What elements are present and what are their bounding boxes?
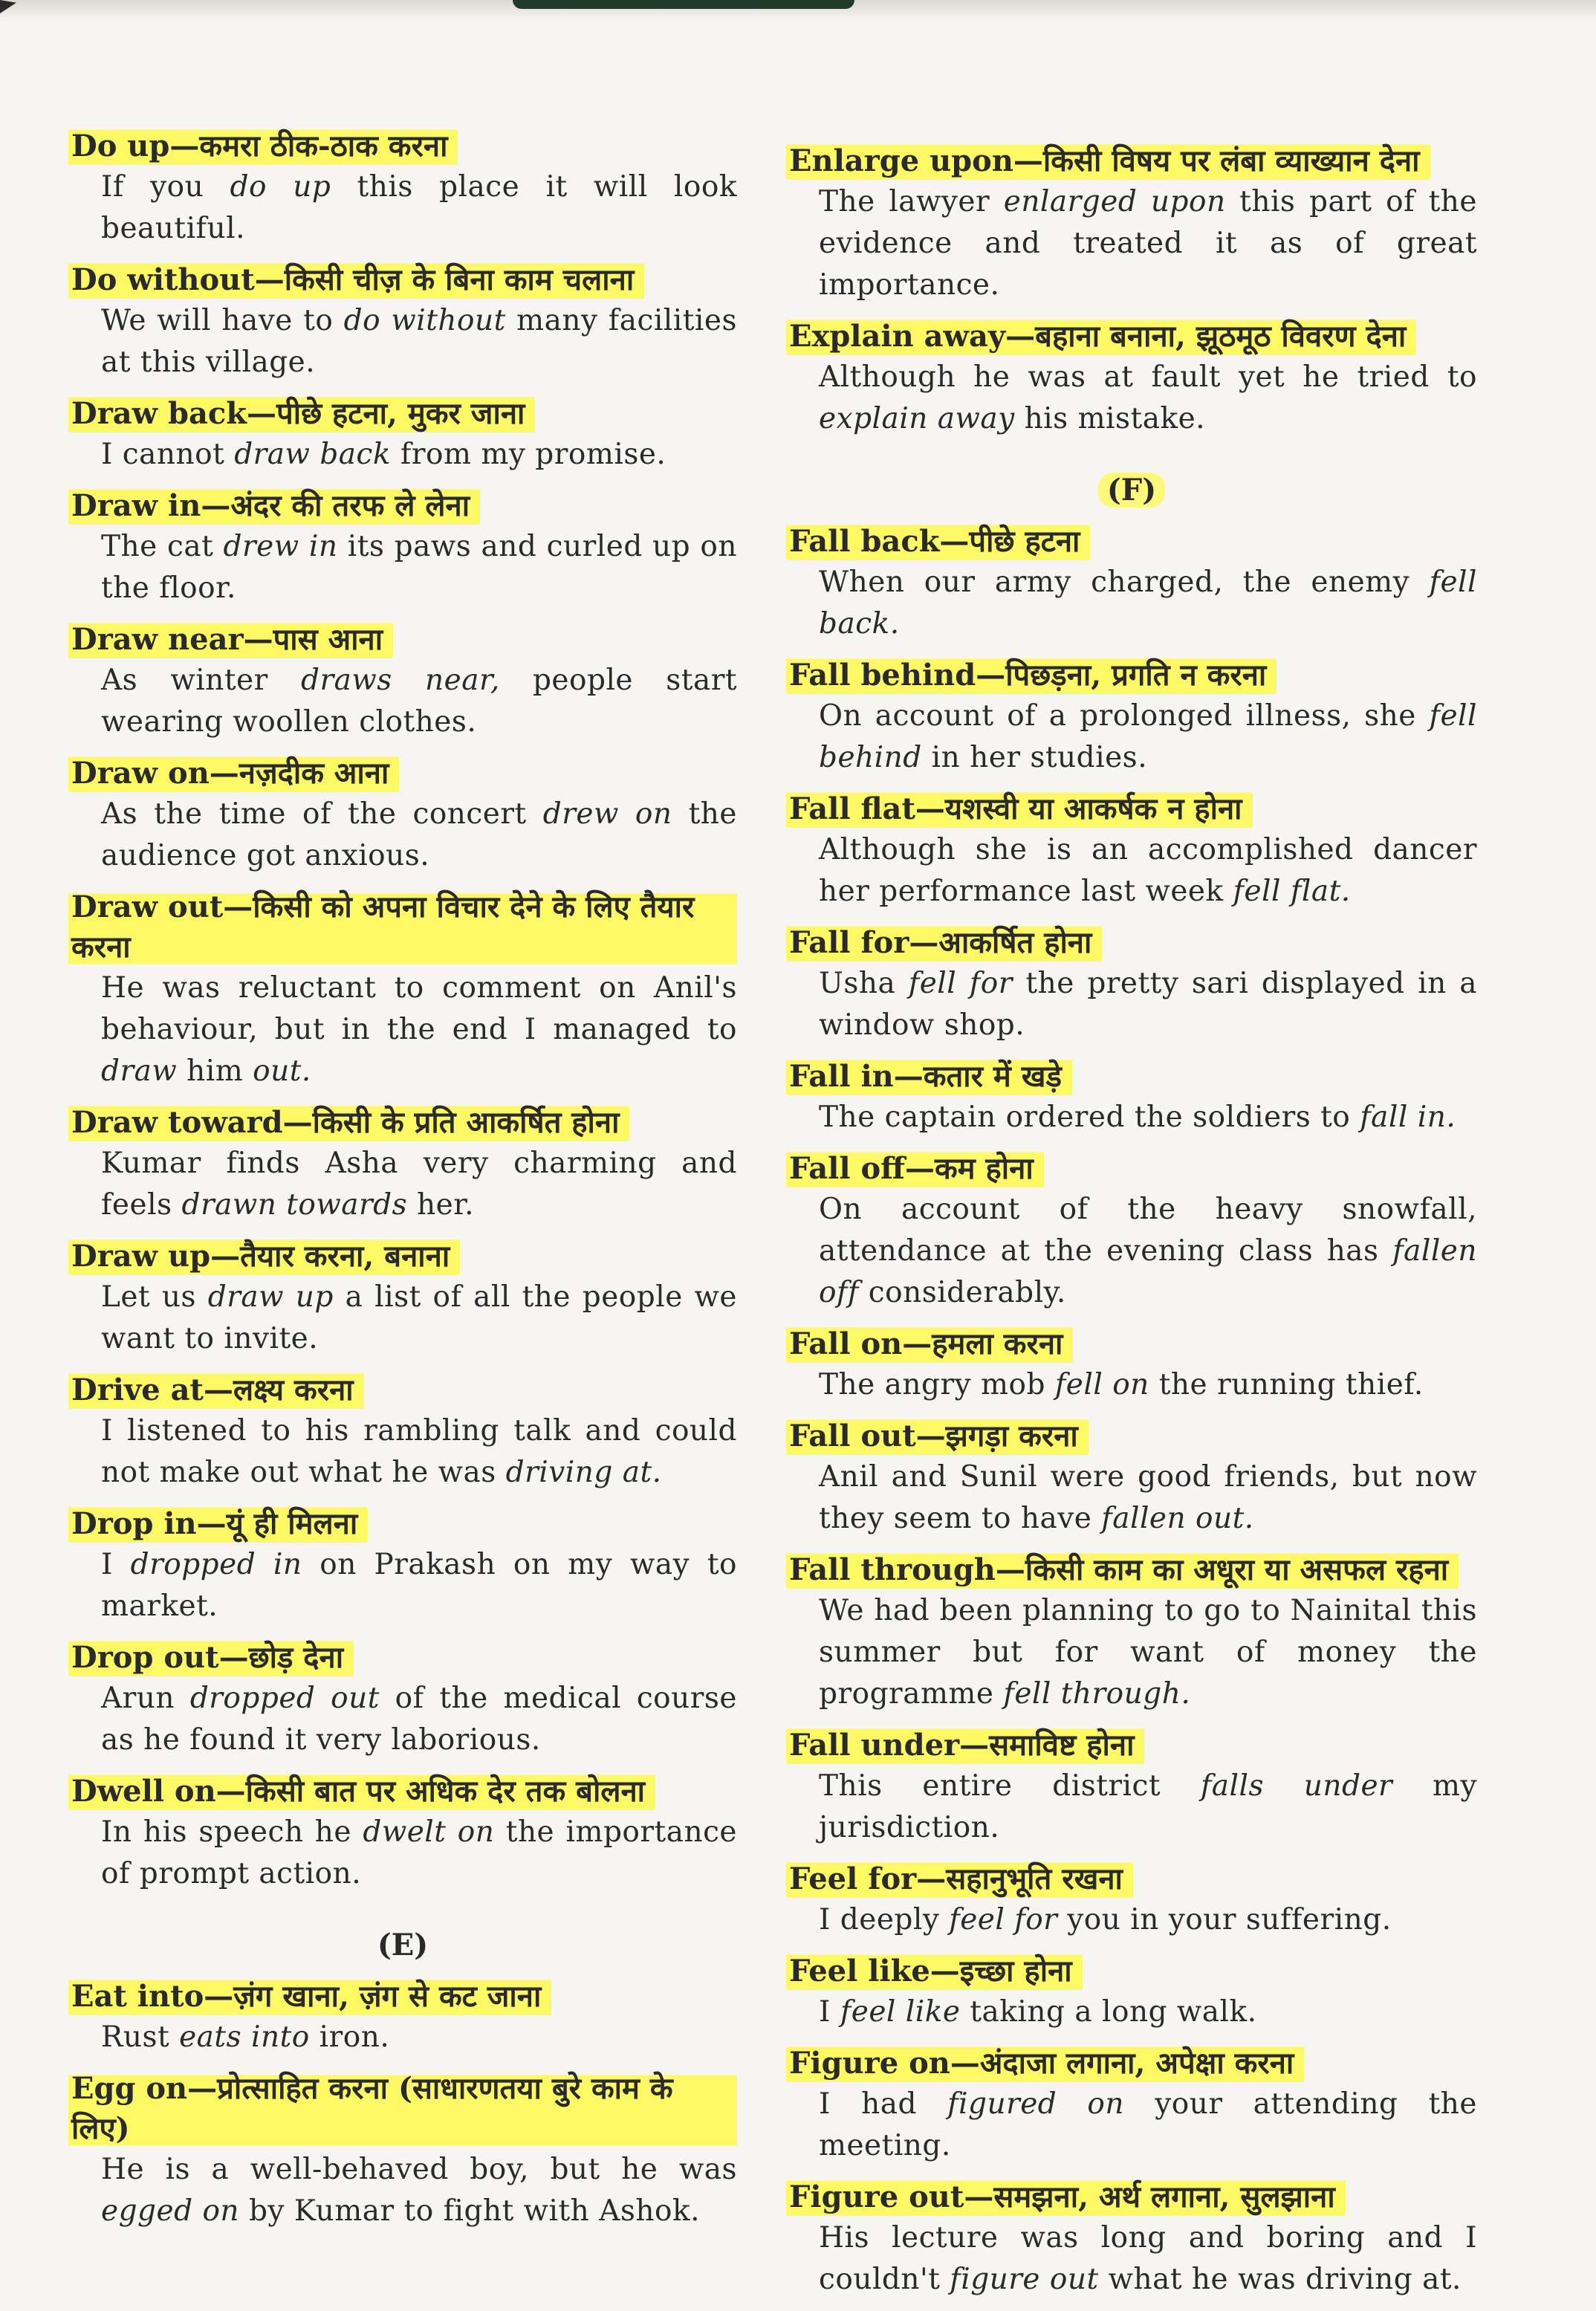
example-phrase-italic: fell through.	[1003, 1677, 1191, 1711]
phrase-term: Fall flat—यशस्वी या आकर्षक न होना	[786, 789, 1253, 829]
example-text: taking a long walk.	[960, 1995, 1257, 2029]
phrase-entry	[68, 394, 737, 476]
phrase-entry	[68, 1103, 737, 1226]
section-e-label: (E)	[377, 1928, 429, 1962]
example-text: what he was driving at.	[1098, 2263, 1462, 2296]
example-text: this part of the evidence and treated it as of great importance.	[819, 185, 1477, 302]
phrase-example	[68, 660, 737, 743]
phrase-term: Draw out—किसी को अपना विचार देने के लिए तैयार करना	[68, 887, 737, 967]
phrase-example	[786, 696, 1477, 779]
example-text: Kumar finds Asha very charming and feels	[101, 1147, 737, 1222]
phrase-entry	[786, 1859, 1477, 1941]
left-entries	[68, 126, 737, 1895]
phrase-example	[68, 1812, 737, 1895]
example-phrase-italic: drew on	[542, 797, 672, 831]
example-text: I listened to his rambling talk and could not make out what he was	[101, 1414, 737, 1489]
example-text: Although she is an accomplished dancer her performance last week	[819, 833, 1477, 908]
example-text: people start wearing woollen clothes.	[101, 664, 738, 739]
phrase-example	[68, 967, 737, 1092]
phrase-term: Draw on—नज़दीक आना	[68, 753, 399, 794]
phrase-example	[786, 357, 1477, 440]
phrase-example	[68, 2149, 737, 2232]
phrase-entry	[786, 317, 1477, 440]
example-phrase-italic: dropped in	[130, 1548, 302, 1581]
example-text: In his speech he	[101, 1815, 363, 1849]
phrase-example	[68, 166, 737, 250]
phrase-term: Draw in—अंदर की तरफ ले लेना	[68, 486, 480, 526]
phrase-example	[786, 963, 1477, 1046]
example-text: you in your suffering.	[1057, 1903, 1392, 1936]
example-text: its paws and curled up on the floor.	[101, 530, 737, 605]
example-text: This entire district	[819, 1769, 1201, 1803]
phrase-entry	[786, 1149, 1477, 1314]
phrase-entry	[786, 923, 1477, 1046]
example-phrase-italic: dwelt on	[363, 1815, 495, 1849]
phrase-entry	[786, 2177, 1477, 2301]
phrase-example	[786, 1590, 1477, 1715]
phrase-entry	[68, 126, 737, 250]
phrase-term: Fall for—आकर्षित होना	[786, 923, 1102, 963]
phrase-entry	[786, 1416, 1477, 1540]
phrase-term: Draw near—पास आना	[68, 620, 393, 660]
example-text: We will have to	[101, 304, 344, 337]
section-f-label: (F)	[1098, 473, 1165, 508]
phrase-term: Draw up—तैयार करना, बनाना	[68, 1236, 460, 1277]
phrase-entry	[786, 655, 1477, 779]
example-text: the pretty sari displayed in a window shop.	[819, 967, 1477, 1042]
phrase-term: Fall back—पीछे हटना	[786, 522, 1090, 562]
phrase-entry	[786, 1057, 1477, 1138]
example-phrase-italic: eats into	[179, 2020, 310, 2054]
phrase-term: Drop out—छोड़ देना	[68, 1638, 354, 1678]
example-phrase-italic: egged on	[101, 2194, 240, 2228]
example-text: by Kumar to fight with Ashok.	[239, 2194, 700, 2228]
example-phrase-italic: fall in.	[1360, 1101, 1456, 1134]
example-text: The captain ordered the soldiers to	[819, 1101, 1360, 1134]
phrase-example	[68, 1143, 737, 1226]
phrase-term: Do without—किसी चीज़ के बिना काम चलाना	[68, 260, 644, 300]
example-text: Rust	[101, 2020, 180, 2054]
phrase-entry	[68, 620, 737, 743]
example-phrase-italic: draw	[101, 1054, 178, 1088]
example-text: Usha	[819, 967, 909, 1000]
example-text: I deeply	[819, 1903, 950, 1936]
left-entries-e	[68, 1977, 737, 2232]
phrase-term: Explain away—बहाना बनाना, झूठमूठ विवरण देना	[786, 317, 1416, 357]
example-phrase-italic: fell back.	[819, 565, 1477, 641]
phrase-entry	[786, 1951, 1477, 2033]
example-phrase-italic: fell for	[908, 967, 1013, 1000]
example-text: I	[101, 1548, 131, 1581]
phrase-example	[786, 1364, 1477, 1406]
phrase-entry	[68, 1370, 737, 1494]
phrase-example	[786, 1991, 1477, 2033]
phrase-example	[68, 1277, 737, 1360]
phrase-example	[68, 434, 737, 476]
phrase-term: Egg on—प्रोत्साहित करना (साधारणतया बुरे काम के लिए)	[68, 2069, 737, 2149]
example-text: this place it will look beautiful.	[101, 170, 738, 245]
example-text: As the time of the concert	[101, 797, 543, 831]
phrase-example	[68, 2017, 737, 2058]
example-phrase-italic: drawn towards	[181, 1188, 408, 1222]
phrase-example	[68, 300, 737, 383]
phrase-term: Enlarge upon—किसी विषय पर लंबा व्याख्यान देना	[786, 141, 1430, 181]
example-text: his mistake.	[1014, 402, 1206, 435]
phrase-term: Fall behind—पिछड़ना, प्रगति न करना	[786, 655, 1277, 696]
example-text: On account of a prolonged illness, she	[819, 699, 1430, 733]
example-text: He is a well-behaved boy, but he was	[101, 2153, 737, 2186]
example-text: my jurisdiction.	[819, 1769, 1477, 1844]
phrase-example	[786, 2217, 1477, 2301]
example-phrase-italic: drew in	[223, 530, 338, 563]
example-phrase-italic: explain away	[819, 402, 1015, 435]
phrase-entry	[68, 753, 737, 877]
phrase-term: Feel like—इच्छा होना	[786, 1951, 1083, 1991]
example-text: Anil and Sunil were good friends, but now they seem to have	[819, 1460, 1477, 1535]
phrase-term: Dwell on—किसी बात पर अधिक देर तक बोलना	[68, 1772, 655, 1812]
phrase-term: Figure out—समझना, अर्थ लगाना, सुलझाना	[786, 2177, 1346, 2217]
example-text: On account of the heavy snowfall, attendance at the evening class has	[819, 1193, 1477, 1268]
example-text: in her studies.	[921, 741, 1148, 774]
phrase-term: Fall off—कम होना	[786, 1149, 1044, 1189]
phrase-term: Draw back—पीछे हटना, मुकर जाना	[68, 394, 535, 434]
example-text: The lawyer	[819, 185, 1004, 218]
phrase-example	[68, 1678, 737, 1761]
phrase-term: Fall in—कतार में खड़े	[786, 1057, 1072, 1097]
example-text: We had been planning to go to Nainital this summer but for want of money the programme	[819, 1594, 1477, 1711]
section-heading-f	[786, 470, 1477, 511]
example-text: from my promise.	[391, 438, 666, 471]
example-text: the audience got anxious.	[101, 797, 737, 872]
example-phrase-italic: driving at.	[505, 1456, 662, 1489]
example-phrase-italic: out.	[253, 1054, 311, 1088]
phrase-entry	[786, 1324, 1477, 1406]
example-text: The angry mob	[819, 1368, 1055, 1401]
phrase-example	[786, 1899, 1477, 1941]
phrase-term: Figure on—अंदाजा लगाना, अपेक्षा करना	[786, 2043, 1304, 2084]
phrase-term: Draw toward—किसी के प्रति आकर्षित होना	[68, 1103, 629, 1143]
example-text: Arun	[101, 1682, 190, 1715]
section-heading-e	[68, 1925, 737, 1966]
phrase-example	[68, 526, 737, 609]
phrase-example	[786, 1097, 1477, 1138]
example-phrase-italic: fallen out.	[1101, 1502, 1254, 1535]
example-text: His lecture was long and boring and I couldn't	[819, 2221, 1477, 2296]
example-text: her.	[407, 1188, 475, 1222]
example-phrase-italic: fell on	[1054, 1368, 1149, 1401]
example-text: He was reluctant to comment on Anil's behaviour, but in the end I managed to	[101, 971, 737, 1046]
example-text: your attending the meeting.	[819, 2087, 1477, 2162]
example-phrase-italic: fallen off	[819, 1234, 1477, 1309]
example-phrase-italic: figured on	[947, 2087, 1125, 2121]
example-text: I had	[819, 2087, 948, 2121]
phrase-entry	[786, 141, 1477, 306]
phrase-term: Eat into—ज़ंग खाना, ज़ंग से कट जाना	[68, 1977, 551, 2017]
right-column	[786, 141, 1477, 2311]
phrase-entry	[68, 1772, 737, 1895]
phrase-example	[786, 181, 1477, 306]
phrase-entry	[68, 887, 737, 1092]
phrase-entry	[786, 522, 1477, 645]
phrase-entry	[786, 1550, 1477, 1715]
phrase-term: Fall on—हमला करना	[786, 1324, 1073, 1364]
phrase-term: Drop in—यूं ही मिलना	[68, 1504, 368, 1544]
example-text: If you	[101, 170, 230, 204]
phrase-entry	[786, 789, 1477, 913]
example-text: Although he was at fault yet he tried to	[819, 360, 1477, 394]
right-entries-top	[786, 141, 1477, 440]
example-text: As winter	[101, 664, 302, 697]
example-phrase-italic: enlarged upon	[1003, 185, 1226, 218]
example-phrase-italic: fell flat.	[1233, 875, 1351, 908]
example-phrase-italic: fell behind	[819, 699, 1477, 774]
book-binding	[513, 0, 854, 9]
example-phrase-italic: do without	[343, 304, 506, 337]
example-text: The cat	[101, 530, 224, 563]
example-phrase-italic: dropped out	[189, 1682, 380, 1715]
phrase-example	[68, 1410, 737, 1494]
example-text: the importance of prompt action.	[101, 1815, 738, 1890]
example-phrase-italic: draw up	[207, 1280, 334, 1314]
left-column	[68, 126, 737, 2243]
example-text: When our army charged, the enemy	[819, 565, 1430, 599]
phrase-example	[786, 562, 1477, 645]
phrase-example	[786, 829, 1477, 913]
example-phrase-italic: feel like	[840, 1995, 961, 2029]
phrase-example	[786, 1456, 1477, 1540]
phrase-entry	[68, 1236, 737, 1360]
phrase-entry	[68, 1504, 737, 1627]
example-text: Let us	[101, 1280, 208, 1314]
example-phrase-italic: feel for	[949, 1903, 1058, 1936]
example-text: on Prakash on my way to market.	[101, 1548, 737, 1623]
example-text: considerably.	[858, 1276, 1066, 1309]
phrase-example	[68, 794, 737, 877]
example-phrase-italic: falls under	[1200, 1769, 1393, 1803]
phrase-term: Fall through—किसी काम का अधूरा या असफल रहना	[786, 1550, 1459, 1590]
phrase-example	[68, 1544, 737, 1627]
phrase-term: Do up—कमरा ठीक-ठाक करना	[68, 126, 458, 166]
phrase-entry	[68, 486, 737, 609]
phrase-entry	[68, 2069, 737, 2232]
phrase-example	[786, 1189, 1477, 1314]
example-phrase-italic: do up	[230, 170, 331, 204]
example-text: I cannot	[101, 438, 235, 471]
phrase-term: Fall out—झगड़ा करना	[786, 1416, 1089, 1456]
example-phrase-italic: draw back	[234, 438, 392, 471]
example-phrase-italic: figure out	[950, 2263, 1099, 2296]
phrase-term: Drive at—लक्ष्य करना	[68, 1370, 364, 1410]
example-text: of the medical course as he found it very laborious.	[101, 1682, 737, 1757]
phrase-example	[786, 1766, 1477, 1849]
phrase-entry	[786, 1725, 1477, 1849]
example-text: a list of all the people we want to invite.	[101, 1280, 737, 1355]
phrase-entry	[786, 2043, 1477, 2167]
example-phrase-italic: draws near,	[301, 664, 500, 697]
phrase-example	[786, 2084, 1477, 2167]
example-text: him	[177, 1054, 253, 1088]
example-text: I	[819, 1995, 840, 2029]
example-text: the running thief.	[1149, 1368, 1424, 1401]
phrase-term: Feel for—सहानुभूति रखना	[786, 1859, 1133, 1899]
phrase-entry	[68, 1638, 737, 1761]
example-text: iron.	[309, 2020, 390, 2054]
phrase-term: Fall under—समाविष्ट होना	[786, 1725, 1144, 1766]
example-text: many facilities at this village.	[101, 304, 737, 379]
phrase-entry	[68, 260, 737, 383]
right-entries-f	[786, 522, 1477, 2301]
phrase-entry	[68, 1977, 737, 2058]
